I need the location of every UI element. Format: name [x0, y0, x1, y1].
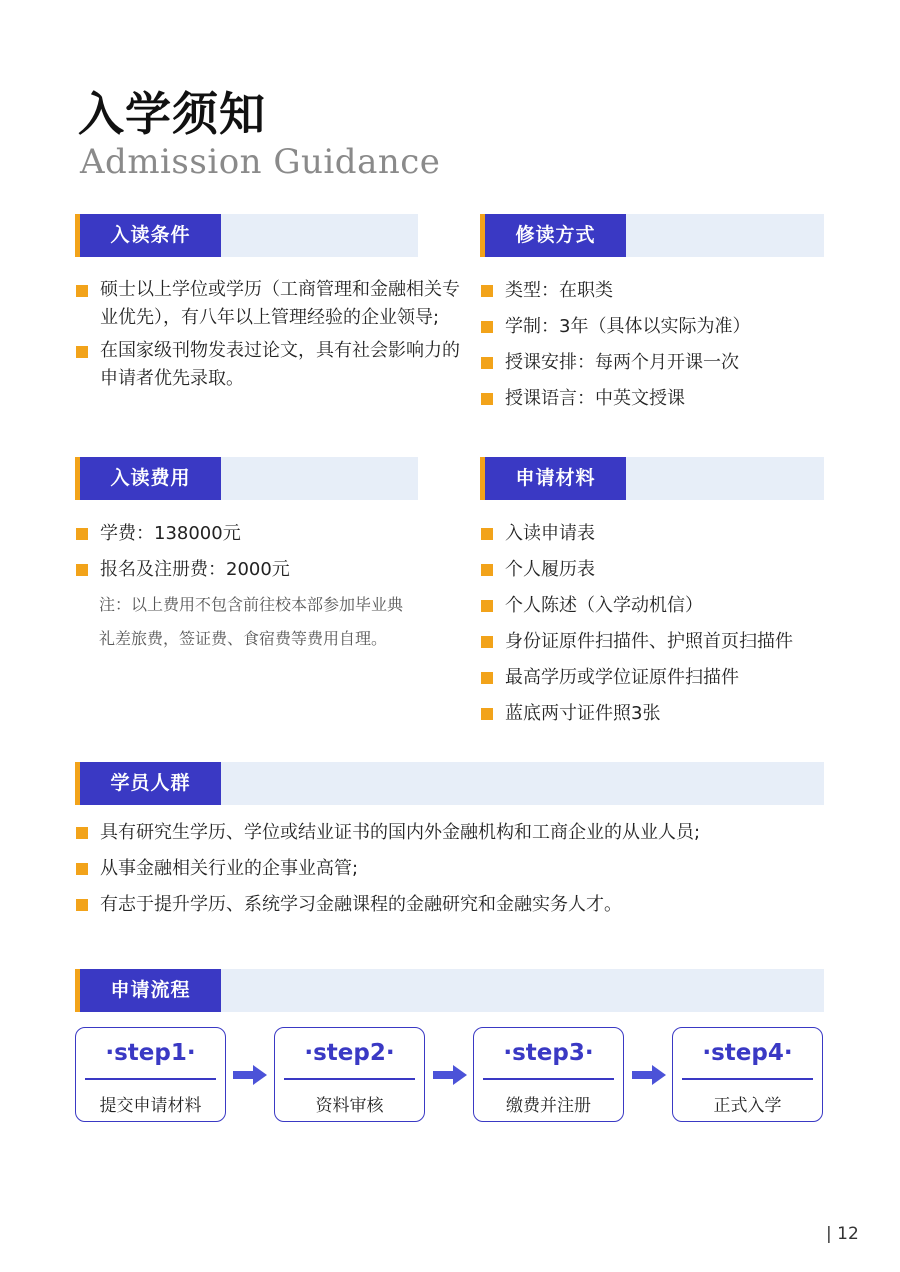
section-header-fees — [75, 457, 418, 500]
list-item — [76, 552, 416, 588]
list-item — [76, 887, 824, 923]
conditions-list — [76, 276, 460, 393]
list-item — [481, 516, 826, 552]
list-item — [76, 276, 460, 332]
right-arrow-icon — [632, 1065, 666, 1085]
section-header-process — [75, 969, 824, 1012]
section-title-materials: 申请材料 — [485, 457, 626, 500]
section-header-materials — [480, 457, 824, 500]
step-description: 正式入学 — [713, 1096, 782, 1116]
square-bullet-icon — [481, 528, 493, 540]
list-item — [481, 309, 821, 345]
list-item — [76, 815, 824, 851]
process-step-3 — [473, 1027, 624, 1122]
list-item — [481, 273, 821, 309]
list-item — [481, 381, 821, 417]
fees-list — [76, 516, 416, 588]
step-divider — [284, 1078, 415, 1080]
square-bullet-icon — [481, 636, 493, 648]
section-header-audience — [75, 762, 824, 805]
list-item-text: 学制：3年（具体以实际为准） — [505, 316, 751, 337]
list-item-text: 最高学历或学位证原件扫描件 — [505, 667, 739, 688]
list-item-text: 硕士以上学位或学历（工商管理和金融相关专业优先），有八年以上管理经验的企业领导; — [100, 279, 460, 328]
square-bullet-icon — [76, 899, 88, 911]
list-item — [76, 337, 460, 393]
step-description: 缴费并注册 — [506, 1096, 591, 1116]
square-bullet-icon — [481, 564, 493, 576]
list-item-text: 学费：138000元 — [100, 523, 241, 544]
square-bullet-icon — [481, 321, 493, 333]
list-item — [76, 516, 416, 552]
square-bullet-icon — [76, 564, 88, 576]
step-label: ·step3· — [503, 1040, 594, 1066]
section-title-conditions: 入读条件 — [80, 214, 221, 257]
list-item-text: 身份证原件扫描件、护照首页扫描件 — [505, 631, 793, 652]
list-item-text: 类型：在职类 — [505, 280, 613, 301]
square-bullet-icon — [481, 393, 493, 405]
section-title-fees: 入读费用 — [80, 457, 221, 500]
square-bullet-icon — [481, 672, 493, 684]
list-item — [481, 624, 826, 660]
page-number: | 12 — [826, 1224, 859, 1244]
step-label: ·step1· — [105, 1040, 196, 1066]
list-item-text: 具有研究生学历、学位或结业证书的国内外金融机构和工商企业的从业人员; — [100, 822, 701, 843]
square-bullet-icon — [481, 285, 493, 297]
list-item — [481, 660, 826, 696]
square-bullet-icon — [76, 863, 88, 875]
section-title-audience: 学员人群 — [80, 762, 221, 805]
list-item-text: 报名及注册费：2000元 — [100, 559, 290, 580]
section-title-process: 申请流程 — [80, 969, 221, 1012]
list-item-text: 从事金融相关行业的企事业高管; — [100, 858, 359, 879]
section-header-conditions — [75, 214, 418, 257]
audience-list — [76, 815, 824, 923]
fees-note: 注：以上费用不包含前往校本部参加毕业典礼差旅费，签证费、食宿费等费用自理。 — [99, 595, 404, 648]
list-item-text: 授课安排：每两个月开课一次 — [505, 352, 739, 373]
right-arrow-icon — [433, 1065, 467, 1085]
list-item-text: 在国家级刊物发表过论文，具有社会影响力的申请者优先录取。 — [100, 340, 460, 389]
square-bullet-icon — [76, 346, 88, 358]
step-divider — [483, 1078, 614, 1080]
materials-list — [481, 516, 826, 732]
square-bullet-icon — [481, 600, 493, 612]
square-bullet-icon — [481, 708, 493, 720]
step-label: ·step2· — [304, 1040, 395, 1066]
step-label: ·step4· — [702, 1040, 793, 1066]
step-description: 提交申请材料 — [99, 1096, 202, 1116]
process-step-1 — [75, 1027, 226, 1122]
process-step-4 — [672, 1027, 823, 1122]
step-description: 资料审核 — [315, 1096, 384, 1116]
list-item-text: 入读申请表 — [505, 523, 595, 544]
section-header-study-mode — [480, 214, 824, 257]
list-item — [481, 588, 826, 624]
list-item — [481, 552, 826, 588]
step-divider — [682, 1078, 813, 1080]
study-mode-list — [481, 273, 821, 417]
list-item-text: 个人陈述（入学动机信） — [505, 595, 703, 616]
list-item-text: 蓝底两寸证件照3张 — [505, 703, 661, 724]
square-bullet-icon — [76, 285, 88, 297]
section-title-study-mode: 修读方式 — [485, 214, 626, 257]
list-item-text: 有志于提升学历、系统学习金融课程的金融研究和金融实务人才。 — [100, 894, 622, 915]
square-bullet-icon — [481, 357, 493, 369]
list-item-text: 个人履历表 — [505, 559, 595, 580]
square-bullet-icon — [76, 528, 88, 540]
list-item — [76, 851, 824, 887]
page-subtitle: Admission Guidance — [80, 142, 441, 182]
step-divider — [85, 1078, 216, 1080]
list-item — [481, 696, 826, 732]
list-item — [481, 345, 821, 381]
list-item-text: 授课语言：中英文授课 — [505, 388, 685, 409]
square-bullet-icon — [76, 827, 88, 839]
process-step-2 — [274, 1027, 425, 1122]
right-arrow-icon — [233, 1065, 267, 1085]
page-title: 入学须知 — [78, 87, 266, 141]
